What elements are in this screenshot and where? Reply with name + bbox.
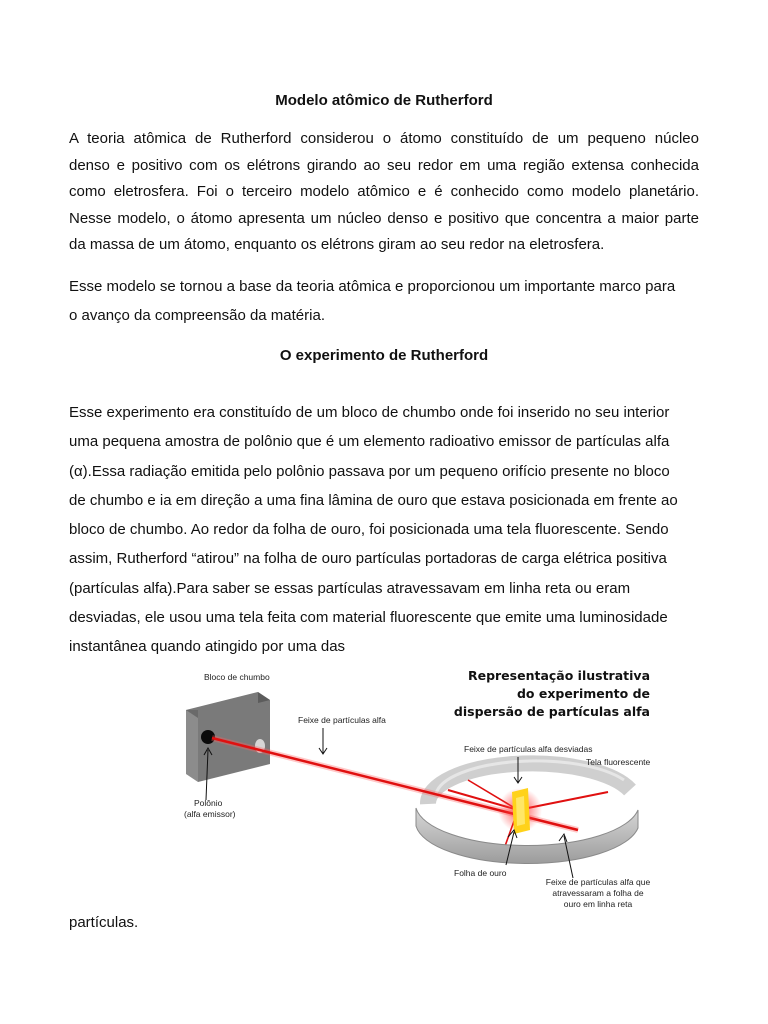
text-line: A teoria atômica de Rutherford considerou o átomo constituído de um pequeno núcleo	[69, 130, 699, 147]
paragraph-model-description	[69, 126, 699, 259]
text-line: (partículas alfa).Para saber se essas partículas atravessavam em linha reta ou eram	[69, 579, 631, 597]
lead-block	[186, 692, 270, 782]
text-line: denso e positivo com os elétrons girando ao seu redor em uma região extensa conhecida	[69, 156, 699, 174]
text-line: da massa de um átomo, enquanto os elétrons giram ao seu redor na eletrosfera.	[69, 236, 605, 254]
label-straight-beams-2: atravessaram a folha de	[552, 888, 644, 898]
rutherford-experiment-figure	[168, 660, 664, 922]
label-polonium: Polônio	[194, 798, 223, 808]
text-line: uma pequena amostra de polônio que é um elemento radioativo emissor de partículas alfa	[69, 433, 670, 451]
gold-foil	[498, 788, 542, 834]
text-line: Esse experimento era constituído de um bloco de chumbo onde foi inserido no seu interior	[69, 404, 670, 421]
text-line: bloco de chumbo. Ao redor da folha de ouro, foi posicionada uma tela fluorescente. Sendo	[69, 521, 669, 539]
text-line: assim, Rutherford “atirou” na folha de ouro partículas portadoras de carga elétrica positiva	[69, 550, 667, 568]
text-line: (α).Essa radiação emitida pelo polônio passava por um pequeno orifício presente no bloco	[69, 462, 670, 480]
label-alpha-emitter: (alfa emissor)	[184, 809, 236, 819]
label-gold-foil: Folha de ouro	[454, 868, 507, 878]
figure-title-line-1: Representação ilustrativa	[467, 668, 650, 683]
text-line: como eletrosfera. Foi o terceiro modelo atômico e é conhecido como modelo planetário.	[69, 183, 699, 201]
label-lead-block: Bloco de chumbo	[204, 672, 270, 682]
paragraph-model-importance	[69, 272, 699, 330]
paragraph-experiment-description	[69, 398, 699, 662]
text-line: Nesse modelo, o átomo apresenta um núcleo denso e positivo que concentra a maior parte	[69, 209, 699, 227]
text-line: instantânea quando atingido por uma das	[69, 638, 346, 656]
paragraph-trailing-text: partículas.	[69, 914, 139, 931]
section-title-experiment: O experimento de Rutherford	[279, 347, 489, 364]
label-fluorescent-screen: Tela fluorescente	[586, 757, 651, 767]
text-line: Esse modelo se tornou a base da teoria atômica e proporcionou um importante marco para	[69, 278, 676, 295]
text-line: desviadas, ele usou uma tela feita com material fluorescente que emite uma luminosidade	[69, 609, 668, 627]
text-line: o avanço da compreensão da matéria.	[69, 307, 325, 324]
text-line: de chumbo e ia em direção a uma fina lâmina de ouro que estava posicionada em frente ao	[69, 491, 678, 509]
section-title-model: Modelo atômico de Rutherford	[275, 92, 493, 109]
label-straight-beams-1: Feixe de partículas alfa que	[545, 877, 651, 887]
label-deflected-beams: Feixe de partículas alfa desviadas	[464, 744, 593, 754]
label-alpha-beam: Feixe de partículas alfa	[298, 715, 386, 725]
figure-title-line-2: do experimento de	[516, 686, 650, 701]
figure-title-line-3: dispersão de partículas alfa	[453, 704, 650, 719]
experiment-illustration	[168, 660, 664, 922]
label-straight-beams-3: ouro em linha reta	[563, 899, 633, 909]
